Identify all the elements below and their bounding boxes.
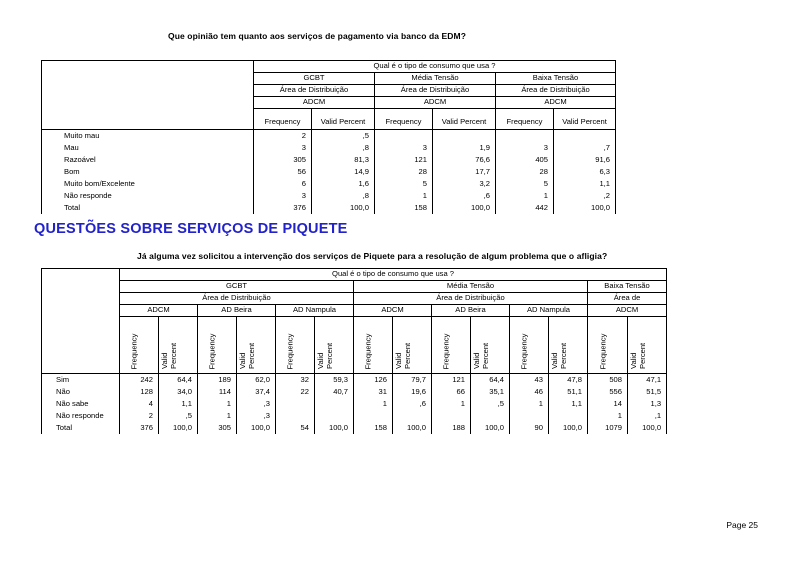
table2-cell bbox=[432, 410, 471, 422]
table1-row-label: Não responde bbox=[42, 190, 254, 202]
rotated-label: Frequency bbox=[598, 333, 607, 369]
crosstab-table-piquete-services bbox=[41, 268, 667, 434]
table-row bbox=[42, 142, 616, 154]
table2-cell: ,3 bbox=[237, 398, 276, 410]
rotated-label: Valid Percent bbox=[629, 342, 647, 369]
table1-cell: 100,0 bbox=[312, 202, 375, 214]
table2-cell: 47,8 bbox=[549, 374, 588, 387]
table2-cell bbox=[315, 398, 354, 410]
table2-cell: 305 bbox=[198, 422, 237, 434]
table1-cell bbox=[375, 130, 433, 143]
table2-cell: 54 bbox=[276, 422, 315, 434]
table2-area-gcbt: Área de Distribuição bbox=[120, 293, 354, 305]
table2-row-label: Sim bbox=[42, 374, 120, 387]
rotated-label: Frequency bbox=[285, 333, 295, 369]
table1-cell: 1 bbox=[375, 190, 433, 202]
table2-sub-gcbt-adcm: ADCM bbox=[120, 305, 198, 317]
table2-cell: 51,1 bbox=[549, 386, 588, 398]
table2-measure-frequency bbox=[120, 317, 159, 374]
table1-cell: 405 bbox=[496, 154, 554, 166]
table2-cell bbox=[471, 410, 510, 422]
table2-measure-validpercent bbox=[237, 317, 276, 374]
table-row bbox=[42, 190, 616, 202]
table1-cell: 1,6 bbox=[312, 178, 375, 190]
rotated-label: Frequency bbox=[363, 333, 373, 369]
table2-cell: 46 bbox=[510, 386, 549, 398]
table2-measure-frequency bbox=[198, 317, 237, 374]
table2-cell: 128 bbox=[120, 386, 159, 398]
table1-cell: 81,3 bbox=[312, 154, 375, 166]
table1-row-label: Bom bbox=[42, 166, 254, 178]
table1-cell: 100,0 bbox=[554, 202, 616, 214]
table1-row-label: Muito mau bbox=[42, 130, 254, 143]
table2-cell: 32 bbox=[276, 374, 315, 387]
table2-cell bbox=[315, 410, 354, 422]
table2-cell bbox=[276, 398, 315, 410]
crosstab-table-payment-services bbox=[41, 60, 616, 214]
table2-top-header: Qual é o tipo de consumo que usa ? bbox=[120, 269, 667, 281]
table1-cell: ,6 bbox=[433, 190, 496, 202]
rotated-label: Frequency bbox=[129, 333, 139, 369]
table-row bbox=[42, 130, 616, 143]
table2-cell: 1 bbox=[198, 398, 237, 410]
table1-measure-frequency-1: Frequency bbox=[254, 109, 312, 130]
table1-cell: ,8 bbox=[312, 190, 375, 202]
table2-cell: 2 bbox=[120, 410, 159, 422]
table-row bbox=[42, 154, 616, 166]
table1-cell: 100,0 bbox=[433, 202, 496, 214]
table2-cell: 508 bbox=[588, 374, 628, 387]
table2-measure-frequency bbox=[510, 317, 549, 374]
table2-group-baixa-tensao: Baixa Tensão bbox=[588, 281, 667, 293]
table1-row-label: Razoável bbox=[42, 154, 254, 166]
table2-sub-gcbt-adnampula: AD Nampula bbox=[276, 305, 354, 317]
table2-row-label: Não bbox=[42, 386, 120, 398]
table2-cell: ,1 bbox=[628, 410, 667, 422]
table2-group-gcbt: GCBT bbox=[120, 281, 354, 293]
table2-cell: ,3 bbox=[237, 410, 276, 422]
rotated-label: Valid Percent bbox=[472, 342, 490, 369]
table1-measure-validpercent-1: Valid Percent bbox=[312, 109, 375, 130]
table1-row-label: Total bbox=[42, 202, 254, 214]
table1-cell bbox=[433, 130, 496, 143]
table2-cell: 59,3 bbox=[315, 374, 354, 387]
table1-header-corner bbox=[42, 61, 254, 130]
table2-cell: 1,1 bbox=[159, 398, 198, 410]
table2-sub-mt-adnampula: AD Nampula bbox=[510, 305, 588, 317]
table2-sub-mt-adbeira: AD Beira bbox=[432, 305, 510, 317]
table2-cell: 64,4 bbox=[159, 374, 198, 387]
table2-sub-mt-adcm: ADCM bbox=[354, 305, 432, 317]
table1-cell: 442 bbox=[496, 202, 554, 214]
table2-measure-frequency bbox=[354, 317, 393, 374]
table1-top-header: Qual é o tipo de consumo que usa ? bbox=[254, 61, 616, 73]
table2-cell: 22 bbox=[276, 386, 315, 398]
table-row bbox=[42, 386, 667, 398]
table1-cell: 5 bbox=[375, 178, 433, 190]
table1-cell: ,8 bbox=[312, 142, 375, 154]
table1-cell: 305 bbox=[254, 154, 312, 166]
table2-cell bbox=[510, 410, 549, 422]
table2-cell: 100,0 bbox=[315, 422, 354, 434]
table-row bbox=[42, 202, 616, 214]
table1-cell: 14,9 bbox=[312, 166, 375, 178]
table2-cell: 121 bbox=[432, 374, 471, 387]
table2-cell bbox=[276, 410, 315, 422]
table2-cell: ,6 bbox=[393, 398, 432, 410]
table1-group-baixa-tensao: Baixa Tensão bbox=[496, 73, 616, 85]
table2-cell: 79,7 bbox=[393, 374, 432, 387]
table1-row-label: Muito bom/Excelente bbox=[42, 178, 254, 190]
table2-cell: 64,4 bbox=[471, 374, 510, 387]
table1-cell bbox=[496, 130, 554, 143]
table1-cell: 76,6 bbox=[433, 154, 496, 166]
table2-cell: 62,0 bbox=[237, 374, 276, 387]
rotated-label: Valid Percent bbox=[550, 342, 568, 369]
table1-measure-validpercent-2: Valid Percent bbox=[433, 109, 496, 130]
table2-cell: 1 bbox=[198, 410, 237, 422]
table2-cell: 100,0 bbox=[237, 422, 276, 434]
table1-cell: 121 bbox=[375, 154, 433, 166]
table2-cell bbox=[354, 410, 393, 422]
table2-cell: 1079 bbox=[588, 422, 628, 434]
table2-cell: 100,0 bbox=[393, 422, 432, 434]
table2-cell: 43 bbox=[510, 374, 549, 387]
table2-question-title: Já alguma vez solicitou a intervenção dos serviços de Piquete para a resolução de algum problema que o afligia? bbox=[137, 251, 608, 261]
table2-cell: 158 bbox=[354, 422, 393, 434]
table1-area-baixa-tensao: Área de Distribuição bbox=[496, 85, 616, 97]
table1-cell: 91,6 bbox=[554, 154, 616, 166]
table1-area-gcbt: Área de Distribuição bbox=[254, 85, 375, 97]
table2-measure-validpercent bbox=[549, 317, 588, 374]
section-heading-piquete: QUESTÕES SOBRE SERVIÇOS DE PIQUETE bbox=[34, 221, 348, 237]
table2-cell: 100,0 bbox=[549, 422, 588, 434]
table2-cell: 242 bbox=[120, 374, 159, 387]
table-row bbox=[42, 422, 667, 434]
table2-cell: 1,3 bbox=[628, 398, 667, 410]
table2-measure-validpercent bbox=[393, 317, 432, 374]
table2-cell bbox=[393, 410, 432, 422]
table2-area-media-tensao: Área de Distribuição bbox=[354, 293, 588, 305]
table2-cell bbox=[549, 410, 588, 422]
table2-cell: 40,7 bbox=[315, 386, 354, 398]
table2-measure-validpercent bbox=[628, 317, 667, 374]
table2-sub-bt-adcm: ADCM bbox=[588, 305, 667, 317]
table1-measure-frequency-2: Frequency bbox=[375, 109, 433, 130]
table1-group-gcbt: GCBT bbox=[254, 73, 375, 85]
table2-measure-frequency bbox=[432, 317, 471, 374]
table1-cell: 56 bbox=[254, 166, 312, 178]
table2-cell: 188 bbox=[432, 422, 471, 434]
table1-group-media-tensao: Média Tensão bbox=[375, 73, 496, 85]
table2-cell: 31 bbox=[354, 386, 393, 398]
table2-measure-frequency bbox=[276, 317, 315, 374]
table1-sub-baixa-tensao: ADCM bbox=[496, 97, 616, 109]
table1-cell: 28 bbox=[375, 166, 433, 178]
table1-question-title: Que opinião tem quanto aos serviços de pagamento via banco da EDM? bbox=[168, 31, 467, 41]
table-row bbox=[42, 398, 667, 410]
table2-cell: 100,0 bbox=[628, 422, 667, 434]
table1-cell bbox=[554, 130, 616, 143]
table2-area-baixa-tensao: Área de bbox=[588, 293, 667, 305]
table2-cell: ,5 bbox=[471, 398, 510, 410]
table2-cell: 35,1 bbox=[471, 386, 510, 398]
rotated-label: Valid Percent bbox=[238, 342, 256, 369]
table-row bbox=[42, 410, 667, 422]
table2-cell: 100,0 bbox=[471, 422, 510, 434]
table2-cell: ,5 bbox=[159, 410, 198, 422]
table1-cell: 3 bbox=[254, 142, 312, 154]
table1-area-media-tensao: Área de Distribuição bbox=[375, 85, 496, 97]
table2-cell: 66 bbox=[432, 386, 471, 398]
table1-measure-validpercent-3: Valid Percent bbox=[554, 109, 616, 130]
rotated-label: Frequency bbox=[207, 333, 217, 369]
table-row bbox=[42, 178, 616, 190]
table2-row-label: Não sabe bbox=[42, 398, 120, 410]
table1-cell: 1,1 bbox=[554, 178, 616, 190]
table2-cell: 1 bbox=[588, 410, 628, 422]
rotated-label: Valid Percent bbox=[394, 342, 412, 369]
page-number: Page 25 bbox=[726, 520, 758, 530]
table2-cell: 1 bbox=[510, 398, 549, 410]
table1-cell: ,5 bbox=[312, 130, 375, 143]
table1-cell: 2 bbox=[254, 130, 312, 143]
table1-sub-media-tensao: ADCM bbox=[375, 97, 496, 109]
table1-cell: 17,7 bbox=[433, 166, 496, 178]
table1-cell: 5 bbox=[496, 178, 554, 190]
table2-cell: 1,1 bbox=[549, 398, 588, 410]
table2-cell: 14 bbox=[588, 398, 628, 410]
table1-cell: 6,3 bbox=[554, 166, 616, 178]
table2-cell: 114 bbox=[198, 386, 237, 398]
table2-row-label: Total bbox=[42, 422, 120, 434]
table1-row-label: Mau bbox=[42, 142, 254, 154]
table2-measure-validpercent bbox=[471, 317, 510, 374]
table2-cell: 100,0 bbox=[159, 422, 198, 434]
table1-measure-frequency-3: Frequency bbox=[496, 109, 554, 130]
table1-cell: 3 bbox=[496, 142, 554, 154]
table2-cell: 47,1 bbox=[628, 374, 667, 387]
table1-cell: 6 bbox=[254, 178, 312, 190]
table2-cell: 4 bbox=[120, 398, 159, 410]
table2-cell: 189 bbox=[198, 374, 237, 387]
table2-cell: 90 bbox=[510, 422, 549, 434]
table2-cell: 34,0 bbox=[159, 386, 198, 398]
table1-cell: 158 bbox=[375, 202, 433, 214]
rotated-label: Valid Percent bbox=[316, 342, 334, 369]
table2-cell: 1 bbox=[354, 398, 393, 410]
table2-cell: 19,6 bbox=[393, 386, 432, 398]
table2-measure-validpercent bbox=[159, 317, 198, 374]
table1-cell: 3 bbox=[254, 190, 312, 202]
rotated-label: Valid Percent bbox=[160, 342, 178, 369]
table1-cell: 28 bbox=[496, 166, 554, 178]
table2-measure-frequency bbox=[588, 317, 628, 374]
table1-cell: 1,9 bbox=[433, 142, 496, 154]
table1-sub-gcbt: ADCM bbox=[254, 97, 375, 109]
table2-cell: 126 bbox=[354, 374, 393, 387]
table2-cell: 556 bbox=[588, 386, 628, 398]
rotated-label: Frequency bbox=[519, 333, 529, 369]
table1-cell: 376 bbox=[254, 202, 312, 214]
table1-cell: 1 bbox=[496, 190, 554, 202]
table-row bbox=[42, 374, 667, 387]
table1-cell: ,7 bbox=[554, 142, 616, 154]
table-row bbox=[42, 166, 616, 178]
table2-cell: 51,5 bbox=[628, 386, 667, 398]
table2-cell: 37,4 bbox=[237, 386, 276, 398]
table1-cell: 3,2 bbox=[433, 178, 496, 190]
table2-header-corner bbox=[42, 269, 120, 374]
table2-cell: 376 bbox=[120, 422, 159, 434]
table2-group-media-tensao: Média Tensão bbox=[354, 281, 588, 293]
table1-cell: ,2 bbox=[554, 190, 616, 202]
table2-sub-gcbt-adbeira: AD Beira bbox=[198, 305, 276, 317]
table2-row-label: Não responde bbox=[42, 410, 120, 422]
rotated-label: Frequency bbox=[441, 333, 451, 369]
table2-measure-validpercent bbox=[315, 317, 354, 374]
table2-cell: 1 bbox=[432, 398, 471, 410]
table1-cell: 3 bbox=[375, 142, 433, 154]
